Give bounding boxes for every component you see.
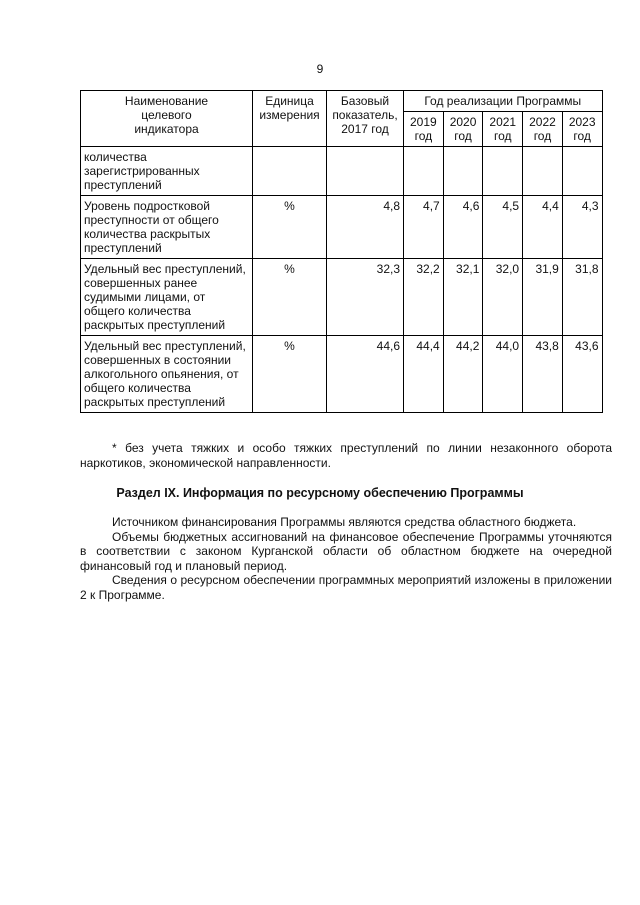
indicator-value: 4,6 — [443, 196, 483, 259]
page-number: 9 — [316, 62, 324, 76]
indicator-name: Удельный вес преступлений, совершенных в состоянии алкогольного опьянения, от общего количества раскрытых преступлений — [81, 336, 253, 413]
paragraph: Источником финансирования Программы являются средства областного бюджета. — [112, 515, 577, 529]
footnote: * без учета тяжких и особо тяжких преступлений по линии незаконного оборота наркотиков, экономической направленности. — [80, 441, 612, 470]
indicator-value: 43,6 — [562, 336, 602, 413]
indicator-base — [327, 147, 404, 196]
indicator-value — [523, 147, 563, 196]
indicator-unit: % — [253, 336, 327, 413]
indicator-value: 44,2 — [443, 336, 483, 413]
indicator-value: 31,8 — [562, 259, 602, 336]
indicator-value: 32,0 — [483, 259, 523, 336]
indicator-name: количества зарегистрированных преступлений — [81, 147, 253, 196]
table-row — [81, 336, 603, 413]
section-heading: Раздел IX. Информация по ресурсному обеспечению Программы — [116, 486, 524, 500]
paragraph: Объемы бюджетных ассигнований на финансовое обеспечение Программы уточняются в соответствии с законом Курганской области об областном бюджете на очередной финансовый год и плановый период. — [80, 529, 612, 573]
header-years-group: Год реализации Программы — [404, 91, 603, 112]
indicator-base: 32,3 — [327, 259, 404, 336]
indicator-value — [404, 147, 444, 196]
indicator-unit: % — [253, 196, 327, 259]
header-base: Базовый показатель, 2017 год — [327, 91, 404, 147]
indicator-name: Уровень подростковой преступности от общего количества раскрытых преступлений — [81, 196, 253, 259]
table-row — [81, 196, 603, 259]
indicator-unit — [253, 147, 327, 196]
indicator-value — [562, 147, 602, 196]
indicator-value: 4,4 — [523, 196, 563, 259]
indicator-value — [443, 147, 483, 196]
header-year: 2020 год — [443, 112, 483, 147]
table-header-row — [81, 91, 603, 112]
indicator-value: 4,5 — [483, 196, 523, 259]
indicator-value: 32,2 — [404, 259, 444, 336]
header-year: 2019 год — [404, 112, 444, 147]
indicators-table — [80, 90, 603, 413]
indicator-value: 32,1 — [443, 259, 483, 336]
indicator-unit: % — [253, 259, 327, 336]
indicator-value: 43,8 — [523, 336, 563, 413]
header-unit: Единица измерения — [253, 91, 327, 147]
header-year: 2022 год — [523, 112, 563, 147]
indicator-value: 31,9 — [523, 259, 563, 336]
header-year: 2023 год — [562, 112, 602, 147]
header-name: Наименование целевого индикатора — [81, 91, 253, 147]
section-body — [80, 515, 612, 602]
indicator-value: 4,7 — [404, 196, 444, 259]
indicator-name: Удельный вес преступлений, совершенных ранее судимыми лицами, от общего количества раскрытых преступлений — [81, 259, 253, 336]
paragraph: Сведения о ресурсном обеспечении программных мероприятий изложены в приложении 2 к Программе. — [80, 573, 612, 602]
indicator-base: 44,6 — [327, 336, 404, 413]
indicator-value: 44,4 — [404, 336, 444, 413]
header-year: 2021 год — [483, 112, 523, 147]
indicator-value: 44,0 — [483, 336, 523, 413]
indicator-value — [483, 147, 523, 196]
table-row — [81, 147, 603, 196]
indicator-value: 4,3 — [562, 196, 602, 259]
indicator-base: 4,8 — [327, 196, 404, 259]
table-row — [81, 259, 603, 336]
